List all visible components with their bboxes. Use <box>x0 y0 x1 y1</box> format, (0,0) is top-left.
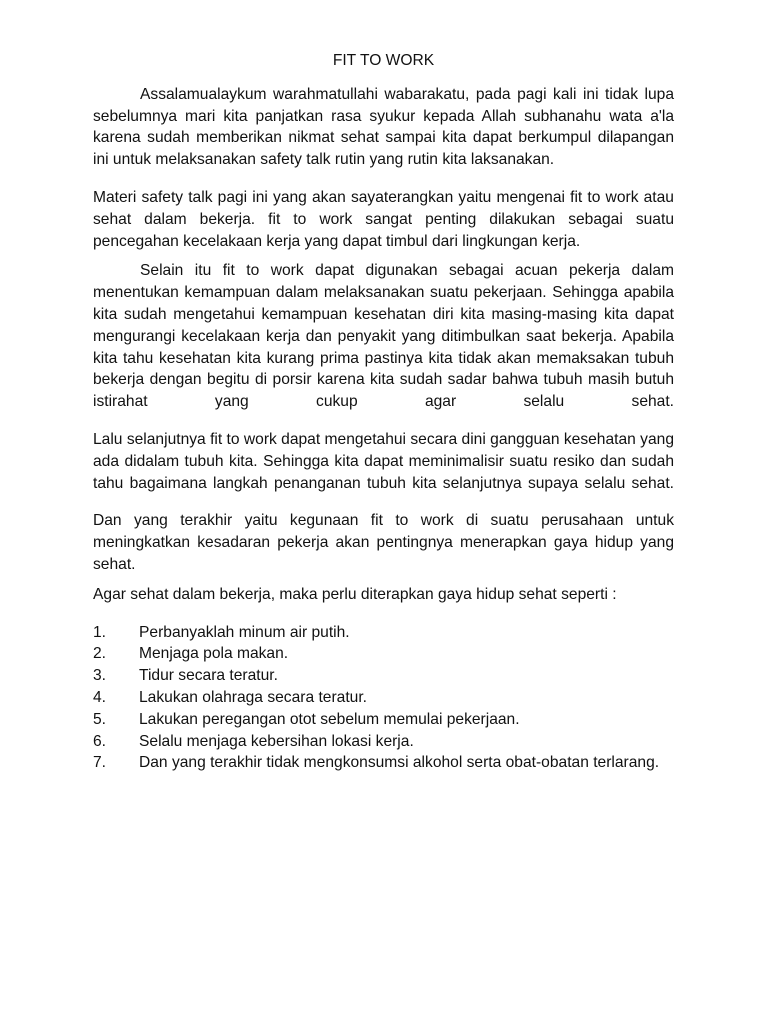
paragraph-list-intro: Agar sehat dalam bekerja, maka perlu diterapkan gaya hidup sehat seperti : <box>93 585 617 603</box>
list-item-number: 5. <box>93 710 107 728</box>
list-item-number: 3. <box>93 667 107 685</box>
paragraph-early-detection: Lalu selanjutnya fit to work dapat mengetahui secara dini gangguan kesehatan yang ada didalam tubuh kita. Sehingga kita dapat meminimalisir suatu resiko dan sudah tahu bagaimana langkah penanganan tubuh kita selanjutnya supaya selalu sehat. <box>93 430 674 492</box>
list-item <box>93 687 674 709</box>
list-item-text: Perbanyaklah minum air putih. <box>139 623 350 641</box>
list-item-text: Menjaga pola makan. <box>139 645 289 663</box>
list-item <box>93 643 674 665</box>
list-item-text: Selalu menjaga kebersihan lokasi kerja. <box>139 732 414 750</box>
list-item-number: 7. <box>93 754 107 772</box>
list-item-text: Lakukan olahraga secara teratur. <box>139 688 367 706</box>
list-item-text: Tidur secara teratur. <box>139 667 278 685</box>
paragraph-opening: Assalamualaykum warahmatullahi wabarakatu, pada pagi kali ini tidak lupa sebelumnya mari kita panjatkan rasa syukur kepada Allah subhanahu wata a'la karena sudah memberikan nikmat sehat sampai kita dapat berkumpul dilapangan ini untuk melaksanakan safety talk rutin yang rutin kita laksanakan. <box>93 85 674 169</box>
list-item <box>93 752 674 774</box>
paragraph-topic: Materi safety talk pagi ini yang akan sayaterangkan yaitu mengenai fit to work atau sehat dalam bekerja. fit to work sangat penting dilakukan sebagai suatu pencegahan kecelakaan kerja yang dapat timbul dari lingkungan kerja. <box>93 188 674 250</box>
list-item-number: 1. <box>93 623 107 641</box>
list-item <box>93 622 674 644</box>
list-item <box>93 665 674 687</box>
list-item-number: 6. <box>93 732 107 750</box>
list-item-text: Lakukan peregangan otot sebelum memulai pekerjaan. <box>139 710 520 728</box>
healthy-lifestyle-list <box>93 622 674 775</box>
list-item <box>93 709 674 731</box>
list-item-number: 4. <box>93 688 107 706</box>
document-body <box>93 50 674 774</box>
list-item <box>93 731 674 753</box>
list-item-number: 2. <box>93 645 107 663</box>
document-title: FIT TO WORK <box>332 52 435 69</box>
paragraph-company-use: Dan yang terakhir yaitu kegunaan fit to work di suatu perusahaan untuk meningkatkan kesadaran pekerja akan pentingnya menerapkan gaya hidup yang sehat. <box>93 512 674 573</box>
list-item-text: Dan yang terakhir tidak mengkonsumsi alkohol serta obat-obatan terlarang. <box>139 754 660 772</box>
paragraph-benefit: Selain itu fit to work dapat digunakan sebagai acuan pekerja dalam menentukan kemampuan dalam melaksanakan suatu pekerjaan. Sehingga apabila kita sudah mengetahui kemampuan kesehatan diri kita masing-masing kita dapat mengurangi kecelakaan kerja dan penyakit yang ditimbulkan saat bekerja. Apabila kita tahu kesehatan kita kurang prima pastinya kita tidak akan memaksakan tubuh bekerja dengan begitu di porsir karena kita sudah sadar bahwa tubuh masih butuh istirahat yang cukup agar selalu sehat. <box>93 262 674 411</box>
